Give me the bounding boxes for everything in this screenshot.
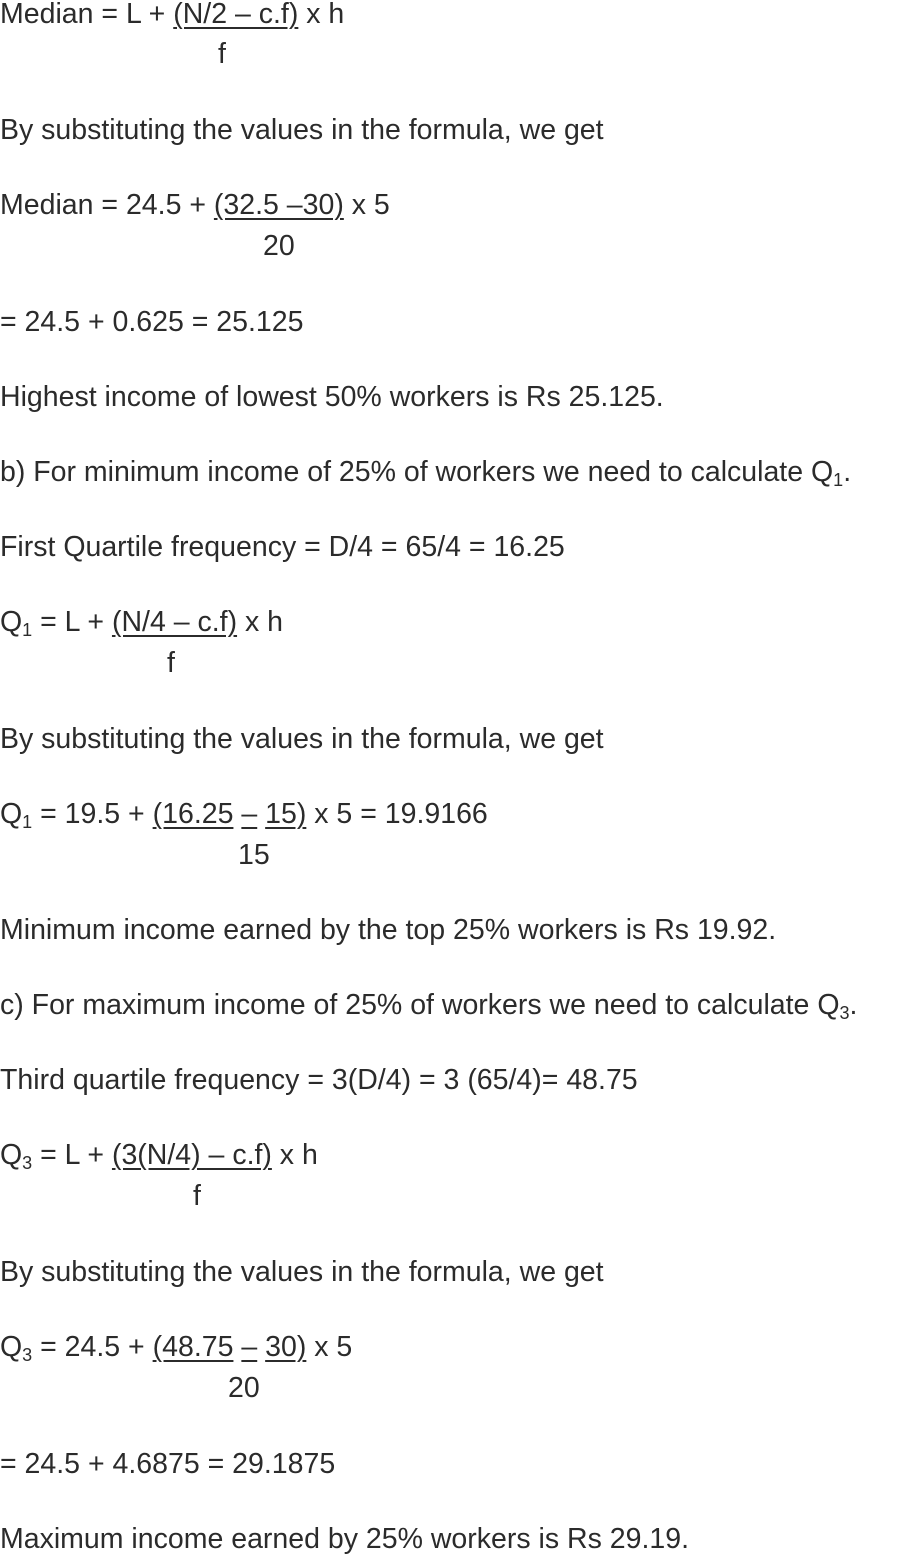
q1-formula-numerator: (N/4 – c.f)	[111, 606, 238, 638]
median-formula-denominator: f	[218, 38, 226, 70]
q1-formula: $Q_1 = L + (N/4 - c.f)$ x h	[0, 606, 283, 640]
q1-calc-denominator: 15	[238, 839, 270, 871]
q1-formula-denominator: f	[167, 647, 175, 679]
q3-conclusion: Maximum income earned by 25% workers is Rs 29.19.	[0, 1523, 690, 1555]
q1-conclusion: Minimum income earned by the top 25% workers is Rs 19.92.	[0, 914, 777, 946]
median-conclusion: Highest income of lowest 50% workers is Rs 25.125.	[0, 381, 664, 413]
median-result: = 24.5 + 0.625 = 25.125	[0, 306, 304, 338]
median-calc-numerator: (32.5 –30)	[213, 189, 344, 221]
part-c-heading: c) For maximum income of 25% of workers we need to calculate $Q_3$.	[0, 989, 858, 1023]
q3-result: = 24.5 + 4.6875 = 29.1875	[0, 1448, 336, 1480]
substitute-text-2: By substituting the values in the formula, we get	[0, 723, 604, 755]
median-formula-numerator: (N/2 – c.f)	[173, 0, 299, 30]
q1-calculation: $Q_1 = 19.5 + (16.25 - 15)$ x 5 = 19.9166	[0, 798, 488, 832]
median-calc-denominator: 20	[263, 230, 295, 262]
q3-formula-denominator: f	[193, 1180, 201, 1212]
q1-frequency: First Quartile frequency = D/4 = 65/4 = 16.25	[0, 531, 565, 563]
median-calculation: Median = 24.5 + (32.5 –30) x 5	[0, 189, 390, 221]
q3-formula-numerator: (3(N/4) – c.f)	[111, 1139, 272, 1171]
q3-calculation: $Q_3 = 24.5 + (48.75 - 30)$ x 5	[0, 1331, 353, 1365]
substitute-text-3: By substituting the values in the formula, we get	[0, 1256, 604, 1288]
substitute-text-1: By substituting the values in the formula, we get	[0, 114, 604, 146]
q3-frequency: Third quartile frequency = 3(D/4) = 3 (65/4)= 48.75	[0, 1064, 638, 1096]
median-formula: Median = L + (N/2 – c.f) x h	[0, 0, 345, 30]
part-b-heading: b) For minimum income of 25% of workers we need to calculate $Q_1$.	[0, 456, 852, 490]
q3-calc-denominator: 20	[228, 1372, 260, 1404]
q3-formula: $Q_3 = L + (3(N/4) - c.f)$ x h	[0, 1139, 318, 1173]
